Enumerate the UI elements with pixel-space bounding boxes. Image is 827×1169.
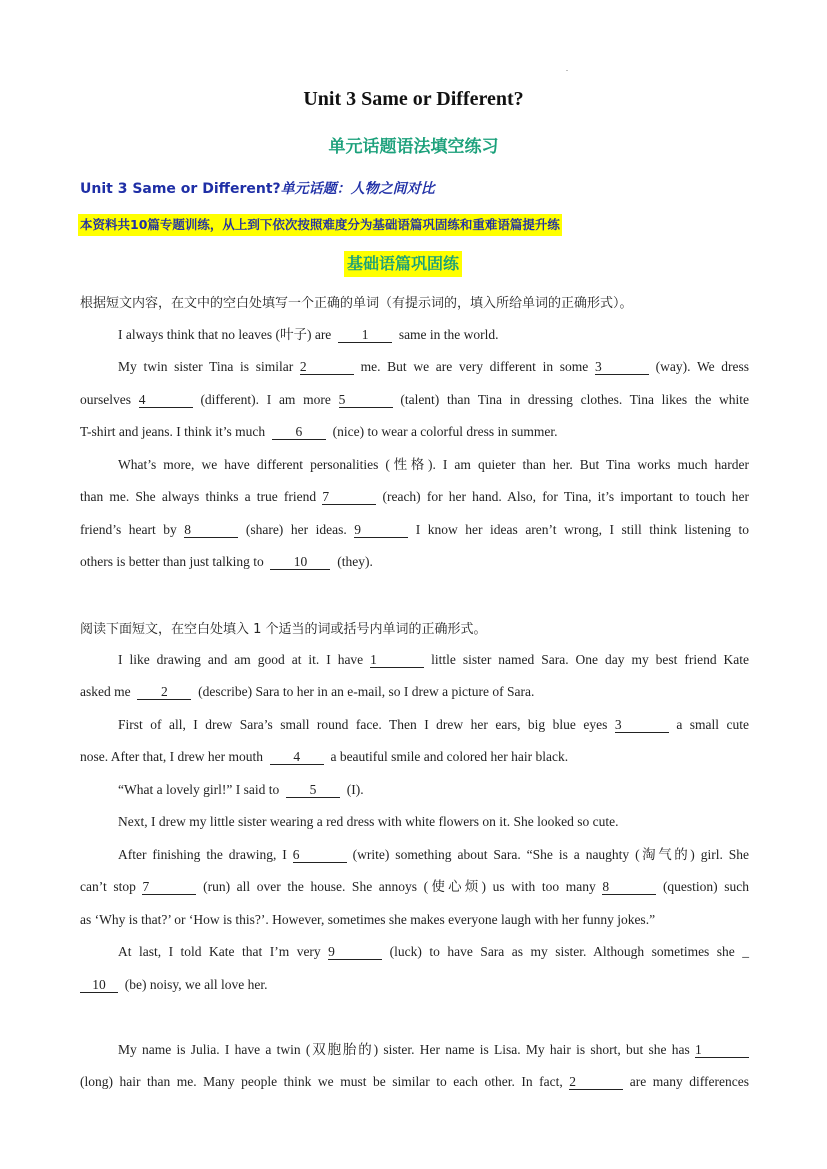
text: friend’s heart by bbox=[80, 522, 177, 537]
passage3-line bbox=[118, 1041, 749, 1059]
text: Next, I drew my little sister wearing a red dress with white flowers on it. She looked so cute. bbox=[118, 814, 619, 829]
passage2-line bbox=[118, 716, 749, 734]
text: me. But we are very different in some bbox=[360, 359, 589, 374]
text: T-shirt and jeans. I think it’s much bbox=[80, 424, 266, 439]
passage3-line bbox=[80, 1073, 749, 1091]
passage1-line bbox=[80, 391, 749, 409]
blank-4[interactable]: 4 bbox=[139, 392, 193, 408]
blank-8[interactable]: 8 bbox=[184, 522, 238, 538]
text: I know her ideas aren’t wrong, I still think listening to bbox=[415, 522, 750, 537]
text: nose. After that, I drew her mouth bbox=[80, 749, 263, 764]
text: What’s more, we have different personalities (性格). I am quieter than her. But Tina works much harder bbox=[118, 457, 749, 472]
section-heading: 基础语篇巩固练 bbox=[344, 251, 462, 277]
blank-7[interactable]: 7 bbox=[142, 879, 196, 895]
blank-2[interactable]: 2 bbox=[137, 684, 191, 700]
blank-10[interactable]: 10 bbox=[270, 554, 330, 570]
text: (long) hair than me. Many people think we must be similar to each other. In fact, bbox=[80, 1074, 563, 1089]
text: are many differences bbox=[629, 1074, 749, 1089]
blank-4[interactable]: 4 bbox=[270, 749, 324, 765]
text: I like drawing and am good at it. I have bbox=[118, 652, 364, 667]
blank-1[interactable]: 1 bbox=[370, 652, 424, 668]
text: little sister named Sara. One day my best friend Kate bbox=[431, 652, 750, 667]
blank-8[interactable]: 8 bbox=[602, 879, 656, 895]
passage2-line bbox=[118, 943, 749, 961]
text: (describe) Sara to her in an e-mail, so I drew a picture of Sara. bbox=[198, 684, 535, 699]
text: (reach) for her hand. Also, for Tina, it’s important to touch her bbox=[382, 489, 749, 504]
passage2-line bbox=[118, 846, 749, 864]
blank-6[interactable]: 6 bbox=[293, 847, 347, 863]
passage2-line bbox=[80, 878, 749, 896]
text: others is better than just talking to bbox=[80, 554, 264, 569]
passage1-line bbox=[80, 423, 749, 441]
blank-5[interactable]: 5 bbox=[286, 782, 340, 798]
topic-theme: 单元话题：人物之间对比 bbox=[280, 181, 435, 197]
text: same in the world. bbox=[398, 327, 499, 342]
text: My name is Julia. I have a twin (双胞胎的) sister. Her name is Lisa. My hair is short, but she has bbox=[118, 1042, 690, 1057]
page-subtitle: 单元话题语法填空练习 bbox=[328, 137, 499, 157]
text: After finishing the drawing, I bbox=[118, 847, 287, 862]
blank-2[interactable]: 2 bbox=[569, 1074, 623, 1090]
passage2-line bbox=[118, 813, 749, 831]
passage2-line bbox=[80, 748, 749, 766]
text: (run) all over the house. She annoys (使心烦) us with too many bbox=[203, 879, 596, 894]
passage1-line bbox=[118, 326, 749, 344]
blank-9[interactable]: 9 bbox=[354, 522, 408, 538]
text: (write) something about Sara. “She is a naughty (淘气的) girl. She bbox=[352, 847, 750, 862]
passage2-line bbox=[118, 781, 749, 799]
text: than me. She always thinks a true friend bbox=[80, 489, 317, 504]
passage2-line bbox=[80, 683, 749, 701]
text: My twin sister Tina is similar bbox=[118, 359, 294, 374]
text: can’t stop bbox=[80, 879, 136, 894]
text: a beautiful smile and colored her hair black. bbox=[330, 749, 569, 764]
passage1-line bbox=[80, 553, 749, 571]
passage2-line bbox=[118, 651, 749, 669]
text: asked me bbox=[80, 684, 131, 699]
blank-9[interactable]: 9 bbox=[328, 944, 382, 960]
blank-1[interactable]: 1 bbox=[695, 1042, 749, 1058]
passage1-line bbox=[118, 358, 749, 376]
page-title: Unit 3 Same or Different? bbox=[303, 88, 524, 110]
passage2-line bbox=[80, 911, 749, 929]
text: a small cute bbox=[676, 717, 750, 732]
text: (way). We dress bbox=[655, 359, 750, 374]
text: “What a lovely girl!” I said to bbox=[118, 782, 280, 797]
blank-2[interactable]: 2 bbox=[300, 359, 354, 375]
text: (they). bbox=[337, 554, 373, 569]
text: (nice) to wear a colorful dress in summer. bbox=[332, 424, 558, 439]
blank-3[interactable]: 3 bbox=[595, 359, 649, 375]
text: (different). I am more bbox=[200, 392, 331, 407]
text: (be) noisy, we all love her. bbox=[124, 977, 268, 992]
text: ourselves bbox=[80, 392, 131, 407]
text: as ‘Why is that?’ or ‘How is this?’. However, sometimes she makes everyone laugh with her funny jokes.” bbox=[80, 912, 656, 927]
text: (I). bbox=[346, 782, 364, 797]
topic-unit: Unit 3 Same or Different? bbox=[80, 181, 281, 197]
passage2-line bbox=[80, 976, 749, 994]
page-mark: . bbox=[566, 64, 568, 73]
text: I always think that no leaves (叶子) are bbox=[118, 327, 332, 342]
blank-7[interactable]: 7 bbox=[322, 489, 376, 505]
passage1-line bbox=[118, 456, 749, 474]
blank-1[interactable]: 1 bbox=[338, 327, 392, 343]
highlight-notice: 本资料共10篇专题训练，从上到下依次按照难度分为基础语篇巩固练和重难语篇提升练 bbox=[78, 214, 562, 236]
passage1-line bbox=[80, 488, 749, 506]
passage2-instruction: 阅读下面短文，在空白处填入 1 个适当的词或括号内单词的正确形式。 bbox=[80, 622, 487, 637]
passage1-line bbox=[80, 521, 749, 539]
blank-6[interactable]: 6 bbox=[272, 424, 326, 440]
passage1-instruction: 根据短文内容，在文中的空白处填写一个正确的单词（有提示词的，填入所给单词的正确形式）。 bbox=[80, 296, 633, 311]
blank-3[interactable]: 3 bbox=[615, 717, 669, 733]
text: _ bbox=[742, 944, 750, 959]
text: At last, I told Kate that I’m very bbox=[118, 944, 321, 959]
blank-5[interactable]: 5 bbox=[339, 392, 393, 408]
text: (share) her ideas. bbox=[245, 522, 347, 537]
unit-topic bbox=[80, 178, 435, 198]
blank-10[interactable]: 10 bbox=[80, 977, 118, 993]
text: (luck) to have Sara as my sister. Although sometimes she bbox=[389, 944, 735, 959]
text: (question) such bbox=[662, 879, 750, 894]
text: First of all, I drew Sara’s small round face. Then I drew her ears, big blue eyes bbox=[118, 717, 608, 732]
text: (talent) than Tina in dressing clothes. Tina likes the white bbox=[400, 392, 750, 407]
